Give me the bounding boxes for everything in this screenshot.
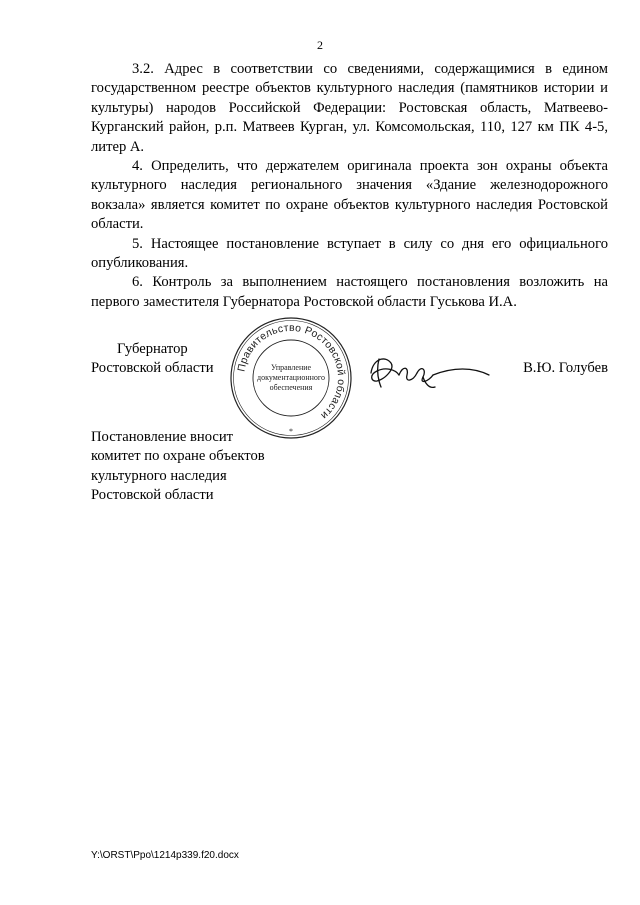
seal-center-line3: обеспечения xyxy=(269,383,313,392)
signer-title-line1: Губернатор xyxy=(117,341,188,357)
seal-center-line2: документационного xyxy=(257,373,325,382)
handwritten-signature xyxy=(363,345,493,395)
signer-title xyxy=(91,340,214,379)
seal-star-icon: * xyxy=(289,427,293,436)
document-body xyxy=(91,60,608,312)
file-path-footer: Y:\ORST\Ppo\1214p339.f20.docx xyxy=(91,850,239,861)
submitter-line4: Ростовской области xyxy=(91,487,214,504)
signature-block xyxy=(91,321,608,440)
seal-ring-text: Правительство Ростовской области xyxy=(235,321,348,422)
paragraph-3-2: 3.2. Адрес в соответствии со сведениями, содержащимися в едином государственном реестре объектов культурного наследия (памятников истории и культуры) народов Российской Федерации: Ростовская область, Матвеево-Курганский район, р.п. Матвеев Курган, ул. Комсомольская, 110, 127 км ПК 4-5, литер А. xyxy=(91,61,608,155)
signer-title-line2: Ростовской области xyxy=(91,360,214,377)
paragraph-5: 5. Настоящее постановление вступает в силу со дня его официального опубликования. xyxy=(91,235,608,272)
official-seal xyxy=(229,316,353,440)
submitter-line2: комитет по охране объектов xyxy=(91,448,265,465)
page-number: 2 xyxy=(317,38,323,52)
submitter-line3: культурного наследия xyxy=(91,467,227,484)
submitter-line1: Постановление вносит xyxy=(91,429,234,445)
paragraph-4: 4. Определить, что держателем оригинала проекта зон охраны объекта культурного наследия регионального значения «Здание железнодорожного вокзала» является комитет по охране объектов культурного наследия Ростовской области. xyxy=(91,158,608,233)
submitter-block xyxy=(91,428,265,506)
paragraph-6: 6. Контроль за выполнением настоящего постановления возложить на первого заместителя Губернатора Ростовской области Гуськова И.А. xyxy=(91,274,608,310)
seal-center-line1: Управление xyxy=(270,363,312,372)
signer-name: В.Ю. Голубев xyxy=(523,360,608,376)
